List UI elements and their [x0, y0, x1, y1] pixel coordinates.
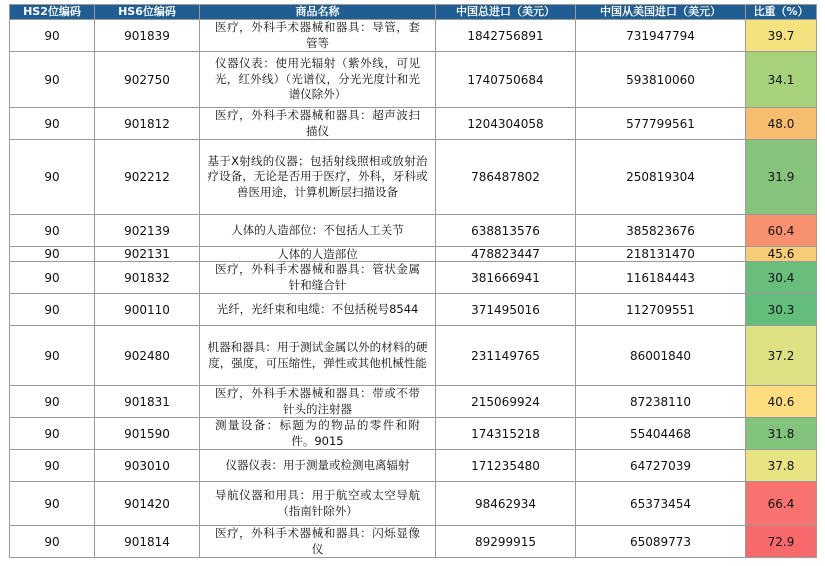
cell-hs2: 90: [10, 418, 95, 450]
cell-china-us-import: 218131470: [576, 247, 746, 262]
cell-china-us-import: 86001840: [576, 326, 746, 386]
cell-hs6: 902131: [95, 247, 200, 262]
cell-hs6: 902480: [95, 326, 200, 386]
cell-product-name: [200, 386, 436, 418]
cell-product-name: [200, 52, 436, 108]
cell-hs2: 90: [10, 20, 95, 52]
table-row: [10, 386, 817, 418]
product-name-text: 医疗，外科手术器械和器具：管状金属针和缝合针: [215, 262, 420, 292]
cell-china-us-import: 385823676: [576, 215, 746, 247]
table-row: [10, 52, 817, 108]
table-row: [10, 262, 817, 294]
header-product-name: 商品名称: [200, 5, 436, 20]
table-row: [10, 526, 817, 558]
product-name-text: 测量设备：标题为的物品的零件和附件。9015: [215, 418, 420, 448]
cell-ratio: 72.9: [746, 526, 817, 558]
header-china-total-import: 中国总进口（美元）: [436, 5, 576, 20]
cell-ratio: 60.4: [746, 215, 817, 247]
cell-product-name: [200, 20, 436, 52]
cell-hs2: 90: [10, 140, 95, 215]
product-name-text: 光纤，光纤束和电缆：不包括税号8544: [216, 301, 419, 316]
cell-china-us-import: 87238110: [576, 386, 746, 418]
cell-china-total-import: 89299915: [436, 526, 576, 558]
cell-product-name: [200, 247, 436, 262]
cell-china-total-import: 171235480: [436, 450, 576, 482]
cell-china-us-import: 577799561: [576, 108, 746, 140]
table-row: [10, 326, 817, 386]
cell-china-total-import: 174315218: [436, 418, 576, 450]
cell-hs2: 90: [10, 108, 95, 140]
cell-hs2: 90: [10, 526, 95, 558]
import-ratio-table: [9, 4, 817, 558]
cell-ratio: 40.6: [746, 386, 817, 418]
cell-ratio: 37.2: [746, 326, 817, 386]
header-china-us-import: 中国从美国进口（美元）: [576, 5, 746, 20]
product-name-text: 医疗，外科手术器械和器具：导管，套管等: [215, 20, 420, 50]
cell-ratio: 66.4: [746, 482, 817, 526]
cell-hs6: 900110: [95, 294, 200, 326]
cell-hs6: 901420: [95, 482, 200, 526]
cell-china-total-import: 1842756891: [436, 20, 576, 52]
table-body: [10, 20, 817, 558]
cell-china-total-import: 381666941: [436, 262, 576, 294]
cell-china-us-import: 65373454: [576, 482, 746, 526]
cell-china-us-import: 55404468: [576, 418, 746, 450]
cell-china-us-import: 112709551: [576, 294, 746, 326]
product-name-text: 基于X射线的仪器；包括射线照相或放射治疗设备，无论是否用于医疗，外科，牙科或兽医用途，计算机断层扫描设备: [207, 153, 428, 199]
cell-china-total-import: 638813576: [436, 215, 576, 247]
cell-product-name: [200, 215, 436, 247]
cell-china-total-import: 1740750684: [436, 52, 576, 108]
cell-ratio: 31.9: [746, 140, 817, 215]
cell-china-total-import: 478823447: [436, 247, 576, 262]
cell-hs6: 901812: [95, 108, 200, 140]
table-row: [10, 108, 817, 140]
cell-hs2: 90: [10, 294, 95, 326]
table-row: [10, 247, 817, 262]
cell-hs2: 90: [10, 247, 95, 262]
cell-ratio: 30.4: [746, 262, 817, 294]
product-name-text: 人体的人造部位：不包括人工关节: [231, 222, 404, 237]
cell-ratio: 45.6: [746, 247, 817, 262]
cell-ratio: 37.8: [746, 450, 817, 482]
cell-china-total-import: 371495016: [436, 294, 576, 326]
product-name-text: 医疗，外科手术器械和器具：带或不带针头的注射器: [215, 386, 420, 416]
cell-hs6: 902750: [95, 52, 200, 108]
cell-hs2: 90: [10, 482, 95, 526]
data-table-container: [9, 4, 816, 558]
cell-product-name: [200, 482, 436, 526]
cell-china-us-import: 250819304: [576, 140, 746, 215]
product-name-text: 仪器仪表：使用光辐射（紫外线，可见光，红外线）（光谱仪，分光光度计和光谱仪除外）: [215, 56, 420, 102]
header-hs2: HS2位编码: [10, 5, 95, 20]
cell-china-us-import: 731947794: [576, 20, 746, 52]
cell-hs6: 902139: [95, 215, 200, 247]
cell-hs6: 901832: [95, 262, 200, 294]
table-row: [10, 294, 817, 326]
cell-hs2: 90: [10, 386, 95, 418]
cell-china-total-import: 786487802: [436, 140, 576, 215]
product-name-text: 医疗，外科手术器械和器具：闪烁显像仪: [215, 526, 420, 556]
cell-ratio: 31.8: [746, 418, 817, 450]
header-row: [10, 5, 817, 20]
cell-ratio: 48.0: [746, 108, 817, 140]
product-name-text: 机器和器具：用于测试金属以外的材料的硬度，强度，可压缩性，弹性或其他机械性能: [207, 340, 428, 370]
cell-china-total-import: 98462934: [436, 482, 576, 526]
cell-product-name: [200, 140, 436, 215]
table-row: [10, 450, 817, 482]
cell-product-name: [200, 262, 436, 294]
table-row: [10, 418, 817, 450]
cell-hs6: 901839: [95, 20, 200, 52]
cell-product-name: [200, 526, 436, 558]
product-name-text: 仪器仪表：用于测量或检测电离辐射: [225, 457, 410, 472]
cell-hs2: 90: [10, 262, 95, 294]
header-hs6: HS6位编码: [95, 5, 200, 20]
table-row: [10, 20, 817, 52]
cell-china-total-import: 1204304058: [436, 108, 576, 140]
cell-product-name: [200, 450, 436, 482]
cell-ratio: 34.1: [746, 52, 817, 108]
table-header: [10, 5, 817, 20]
cell-china-total-import: 215069924: [436, 386, 576, 418]
cell-hs2: 90: [10, 52, 95, 108]
cell-hs6: 901590: [95, 418, 200, 450]
cell-china-us-import: 116184443: [576, 262, 746, 294]
cell-hs6: 903010: [95, 450, 200, 482]
product-name-text: 导航仪器和用具：用于航空或太空导航（指南针除外）: [215, 488, 420, 518]
cell-product-name: [200, 418, 436, 450]
cell-hs6: 901831: [95, 386, 200, 418]
product-name-text: 医疗，外科手术器械和器具：超声波扫描仪: [215, 108, 420, 138]
cell-product-name: [200, 108, 436, 140]
cell-china-us-import: 64727039: [576, 450, 746, 482]
header-ratio: 比重（%）: [746, 5, 817, 20]
cell-hs2: 90: [10, 450, 95, 482]
cell-hs6: 902212: [95, 140, 200, 215]
product-name-text: 人体的人造部位: [277, 246, 358, 261]
table-row: [10, 215, 817, 247]
cell-ratio: 39.7: [746, 20, 817, 52]
table-row: [10, 140, 817, 215]
cell-china-us-import: 593810060: [576, 52, 746, 108]
table-row: [10, 482, 817, 526]
cell-product-name: [200, 326, 436, 386]
cell-ratio: 30.3: [746, 294, 817, 326]
cell-china-us-import: 65089773: [576, 526, 746, 558]
cell-hs6: 901814: [95, 526, 200, 558]
cell-hs2: 90: [10, 326, 95, 386]
cell-product-name: [200, 294, 436, 326]
cell-china-total-import: 231149765: [436, 326, 576, 386]
cell-hs2: 90: [10, 215, 95, 247]
